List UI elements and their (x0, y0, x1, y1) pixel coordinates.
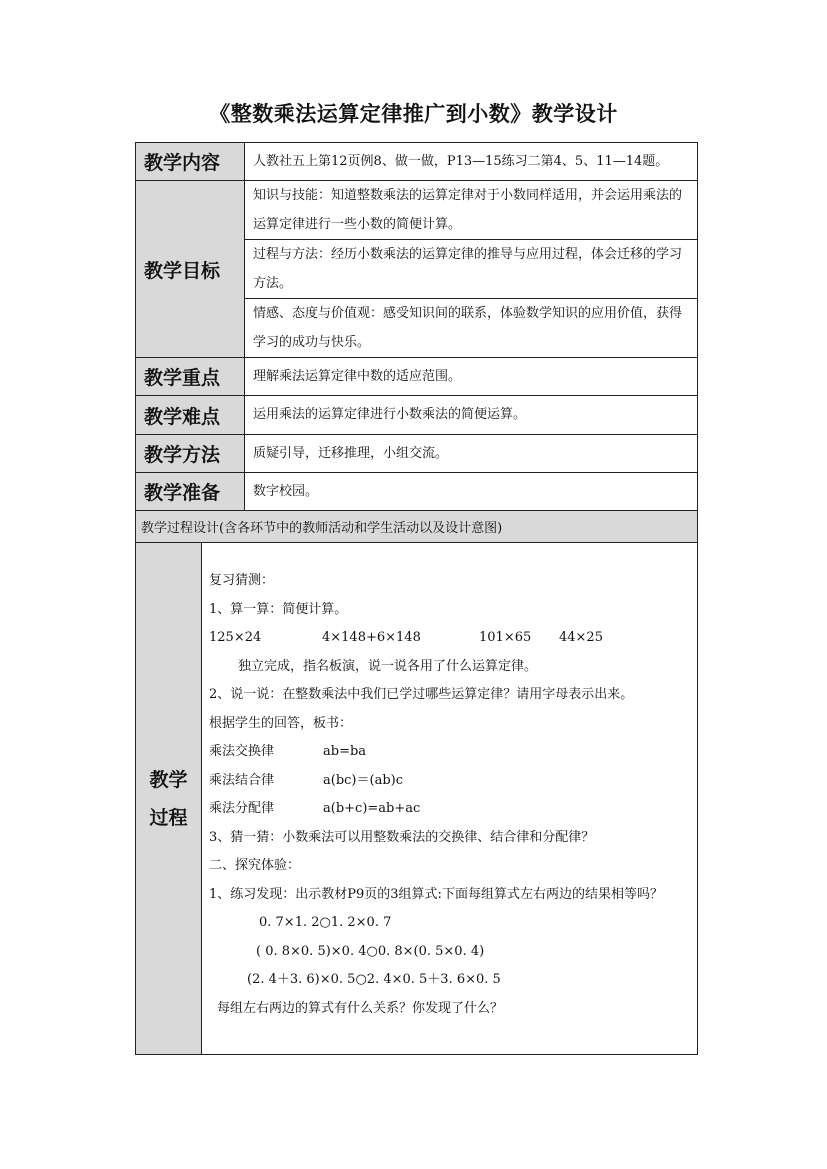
lesson-plan-table (135, 142, 698, 1055)
law-row (209, 795, 691, 824)
row-difficulty (136, 396, 698, 435)
goal-item-process: 过程与方法：经历小数乘法的运算定律的推导与应用过程，体会迁移的学习方法。 (245, 240, 698, 299)
goal-item-knowledge: 知识与技能：知道整数乘法的运算定律对于小数同样适用，并会运用乘法的运算定律进行一些小数的简便计算。 (245, 181, 698, 240)
calc-row (209, 624, 691, 653)
law-row (209, 738, 691, 767)
value-difficulty: 运用乘法的运算定律进行小数乘法的简便运算。 (245, 396, 698, 435)
explore-title: 二、探究体验： (209, 858, 301, 873)
row-preparation (136, 473, 698, 511)
question-1: 1、算一算：简便计算。 (209, 601, 348, 617)
equation-1: 0. 7×1. 2○1. 2×0. 7 (259, 915, 392, 930)
label-goals: 教学目标 (136, 181, 245, 358)
question-3: 3、猜一猜：小数乘法可以用整数乘法的交换律、结合律和分配律？ (209, 829, 595, 845)
value-preparation: 数字校园。 (245, 473, 698, 511)
value-method: 质疑引导，迁移推理，小组交流。 (245, 435, 698, 473)
relation-question: 每组左右两边的算式有什么关系？你发现了什么？ (217, 1000, 504, 1016)
law-name: 乘法结合律 (209, 772, 275, 788)
question-2: 2、说一说：在整数乘法中我们已学过哪些运算定律？请用字母表示出来。 (209, 687, 634, 702)
label-difficulty: 教学难点 (136, 396, 245, 435)
calc-item: 44×25 (559, 630, 603, 645)
review-title: 复习猜测： (209, 573, 275, 588)
law-name: 乘法交换律 (209, 744, 275, 759)
row-process-header (136, 511, 698, 543)
law-formula: ab=ba (323, 744, 367, 759)
calc-item: 125×24 (209, 630, 262, 645)
document-title: 《整数乘法运算定律推广到小数》教学设计 (209, 101, 618, 126)
goal-item-attitude: 情感、态度与价值观：感受知识间的联系，体验数学知识的应用价值，获得学习的成功与快乐。 (245, 299, 698, 358)
label-process (136, 543, 202, 1055)
law-name: 乘法分配律 (209, 801, 275, 816)
label-content: 教学内容 (136, 143, 245, 181)
label-method: 教学方法 (136, 435, 245, 473)
label-process-line2: 过程 (149, 806, 188, 829)
process-content (202, 543, 698, 1055)
board-note: 根据学生的回答，板书： (209, 715, 353, 731)
value-key-point: 理解乘法运算定律中数的适应范围。 (245, 358, 698, 396)
value-content: 人教社五上第12页例8、做一做，P13—15练习二第4、5、11—14题。 (245, 143, 698, 181)
law-row (209, 767, 691, 796)
row-content (136, 143, 698, 181)
calc-item: 101×65 (479, 630, 532, 645)
row-method (136, 435, 698, 473)
label-process-line1: 教学 (149, 768, 188, 791)
row-process (136, 543, 698, 1055)
law-formula: a(b+c)=ab+ac (323, 801, 421, 816)
label-preparation: 教学准备 (136, 473, 245, 511)
law-formula: a(bc)＝(ab)c (323, 772, 403, 788)
process-header: 教学过程设计(含各环节中的教师活动和学生活动以及设计意图) (136, 511, 698, 543)
equation-2: ( 0. 8×0. 5)×0. 4○0. 8×(0. 5×0. 4) (256, 943, 485, 959)
label-key-point: 教学重点 (136, 358, 245, 396)
calc-item: 4×148+6×148 (322, 630, 421, 645)
practice-text: 1、练习发现：出示教材P9页的3组算式:下面每组算式左右两边的结果相等吗？ (209, 886, 663, 902)
equation-3: (2. 4＋3. 6)×0. 5○2. 4×0. 5＋3. 6×0. 5 (247, 972, 501, 987)
row-goals (136, 181, 698, 240)
independent-note: 独立完成，指名板演，说一说各用了什么运算定律。 (238, 658, 538, 674)
row-key-point (136, 358, 698, 396)
